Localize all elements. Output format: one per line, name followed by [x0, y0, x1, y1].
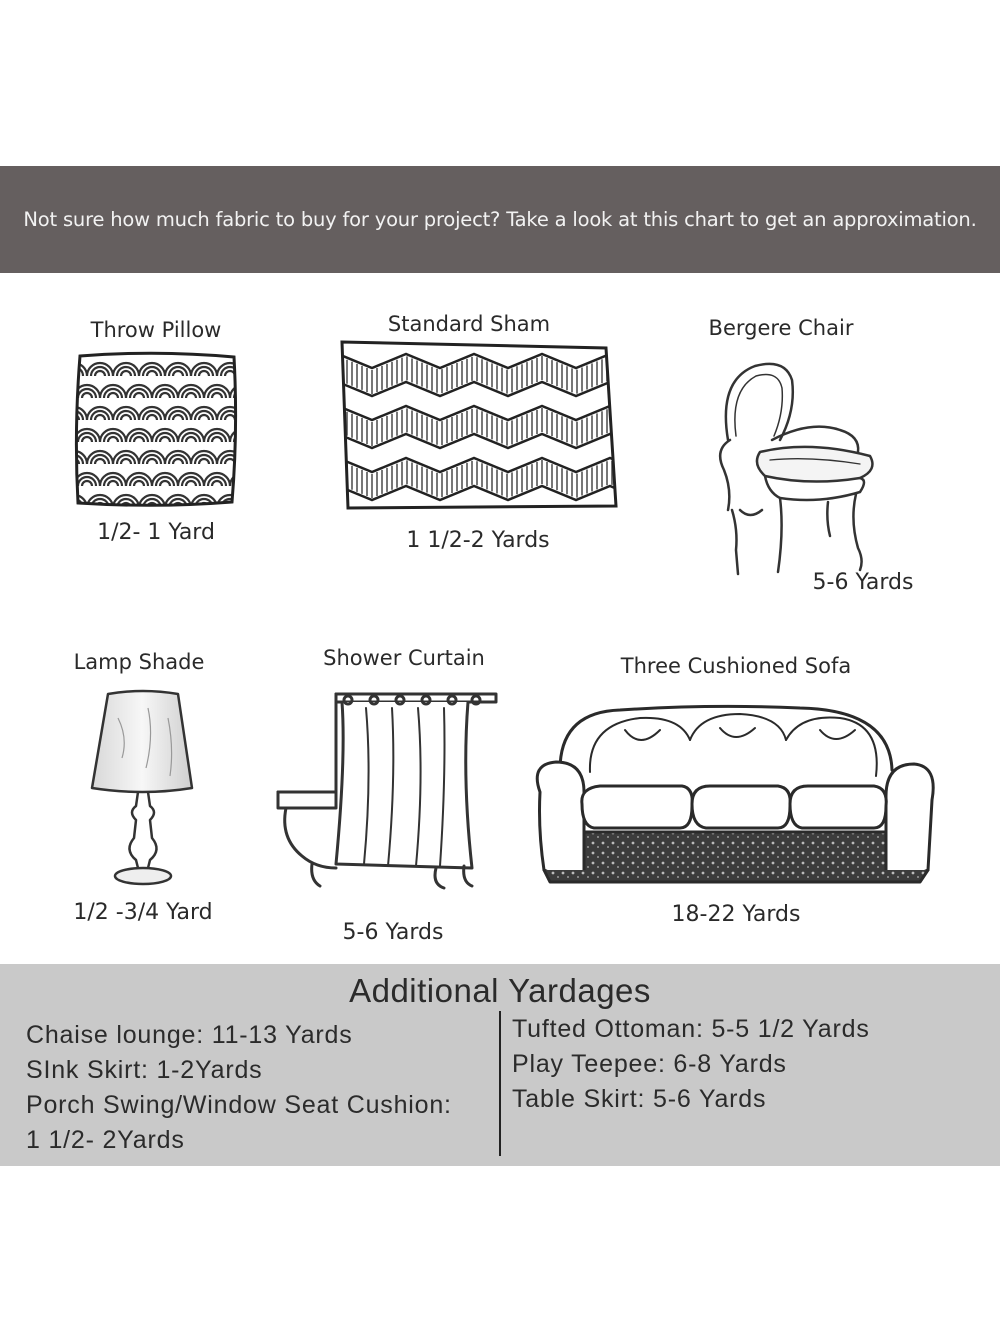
column-divider [499, 1011, 501, 1156]
additional-right-column [512, 1012, 870, 1117]
item-yardage-throw-pillow: 1/2- 1 Yard [97, 520, 215, 545]
item-yardage-standard-sham: 1 1/2-2 Yards [406, 528, 550, 553]
additional-left-column [26, 1018, 452, 1158]
item-yardage-lamp-shade: 1/2 -3/4 Yard [73, 900, 213, 925]
additional-item: Chaise lounge: 11-13 Yards [26, 1021, 353, 1049]
item-yardage-bergere-chair: 5-6 Yards [812, 570, 914, 595]
item-title-bergere-chair: Bergere Chair [708, 316, 854, 340]
item-title-lamp-shade: Lamp Shade [73, 650, 205, 674]
additional-yardages-title: Additional Yardages [349, 972, 651, 1009]
intro-text: Not sure how much fabric to buy for your project? Take a look at this chart to get an approximation. [23, 208, 977, 231]
additional-item: 1 1/2- 2Yards [26, 1126, 185, 1154]
item-title-three-cushioned-sofa: Three Cushioned Sofa [620, 654, 852, 678]
sofa-icon [530, 700, 940, 890]
intro-banner [0, 166, 1000, 273]
additional-item: Table Skirt: 5-6 Yards [512, 1085, 767, 1113]
additional-item: Play Teepee: 6-8 Yards [512, 1050, 787, 1078]
item-title-throw-pillow: Throw Pillow [90, 318, 222, 342]
item-title-shower-curtain: Shower Curtain [323, 646, 485, 670]
standard-sham-icon [338, 340, 618, 510]
lamp-shade-icon [88, 688, 198, 888]
bergere-chair-icon [710, 360, 880, 580]
item-yardage-shower-curtain: 5-6 Yards [342, 920, 444, 945]
shower-curtain-icon [276, 688, 500, 898]
additional-item: Tufted Ottoman: 5-5 1/2 Yards [512, 1015, 870, 1043]
item-yardage-three-cushioned-sofa: 18-22 Yards [671, 902, 801, 927]
item-title-standard-sham: Standard Sham [387, 312, 551, 336]
additional-item: Porch Swing/Window Seat Cushion: [26, 1091, 452, 1119]
additional-yardages-panel [0, 964, 1000, 1166]
throw-pillow-icon [74, 352, 240, 507]
additional-item: SInk Skirt: 1-2Yards [26, 1056, 263, 1084]
